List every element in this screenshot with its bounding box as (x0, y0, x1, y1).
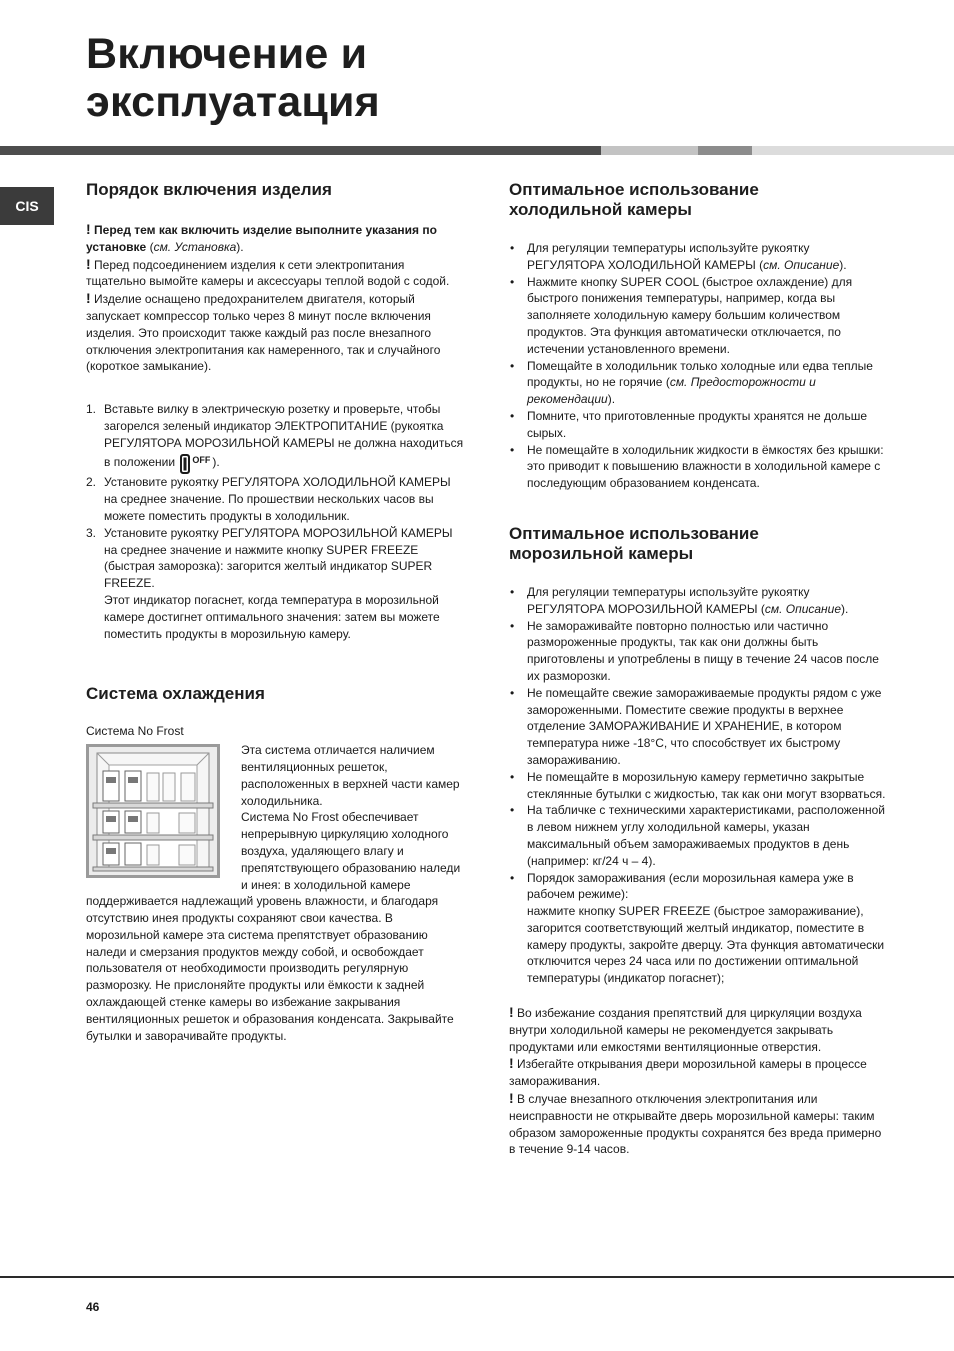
page-number: 46 (86, 1300, 100, 1314)
subtitle-no-frost: Система No Frost (86, 724, 184, 739)
warning-install: ! Перед тем как включить изделие выполните указания по установке (см. Установка). (86, 221, 437, 254)
header-rule-light (601, 146, 698, 155)
fridge-interior-icon (89, 747, 217, 875)
warning-door: ! Избегайте открывания двери морозильной камеры в процессе замораживания. (509, 1055, 867, 1089)
warning-vents: ! Во избежание создания препятствий для циркуляции воздуха внутри холодильной камеры не рекомендуется закрывать продуктами или емкостями вентиляционные отверстия. (509, 1004, 862, 1054)
list-item: • Помните, что приготовленные продукты хранятся не дольше сырых. (510, 408, 867, 440)
startup-steps (86, 401, 466, 642)
list-item: 1. Вставьте вилку в электрическую розетку и проверьте, чтобы загорелся зеленый индикатор ЭЛЕКТРОПИТАНИЕ (рукоятка РЕГУЛЯТОРА МОРОЗИЛЬНОЙ КАМЕРЫ не должна находиться в положении $^{OFF}$ ). (86, 401, 466, 474)
exclamation-icon: ! (509, 1055, 514, 1072)
warning-power-outage: ! В случае внезапного отключения электропитания или неисправности не открывайте дверь морозильной камеры: таким образом замороженные продукты сохранятся без вреда примерно в течение 9-14 часов. (509, 1090, 882, 1157)
list-item: • Не помещайте свежие замораживаемые продукты рядом с уже замороженными. Поместите свежие продукты в верхнее отделение ЗАМОРАЖИВАНИЕ И ХРАНЕНИЕ, в котором температура ниже -18°С, что способствует их быстрому замораживанию. (510, 685, 882, 767)
list-item: • Не замораживайте повторно полностью или частично размороженные продукты, так как они должны быть приготовлены и употреблены в пищу в течение 24 часов после их разморозки. (510, 618, 879, 683)
header-rule-mid (698, 146, 752, 155)
left-column (86, 180, 466, 1044)
exclamation-icon: ! (86, 290, 91, 307)
list-item: • Помещайте в холодильник только холодные или едва теплые продукты, но не горячие (см. Предосторожности и рекомендации). (510, 358, 873, 407)
list-item: 2. Установите рукоятку РЕГУЛЯТОРА ХОЛОДИЛЬНОЙ КАМЕРЫ на среднее значение. По прошествии нескольких часов вы можете поместить продукты в холодильник. (86, 475, 451, 523)
list-item: • Не помещайте в морозильную камеру герметично закрытые стеклянные бутылки с жидкостью, так как они могут взорваться. (510, 769, 886, 801)
freezer-tips-list (509, 584, 889, 987)
exclamation-icon: ! (509, 1004, 514, 1021)
section-heading-cooling: Система охлаждения (86, 684, 265, 704)
right-column (509, 180, 889, 1158)
list-item: • Для регуляции температуры используйте рукоятку РЕГУЛЯТОРА МОРОЗИЛЬНОЙ КАМЕРЫ (см. Описание). (510, 584, 849, 616)
warning-wash: ! Перед подсоединением изделия к сети электропитания тщательно вымойте камеры и аксессуары теплой водой с содой. (86, 255, 450, 289)
list-item: • Не помещайте в холодильник жидкости в ёмкостях без крышки: это приводит к повышению влажности в холодильной камере с последующим образованием конденсата. (510, 442, 884, 491)
exclamation-icon: ! (509, 1090, 514, 1107)
paragraph-no-frost-1: Эта система отличается наличием вентиляционных решеток, расположенных в верхней части камер холодильника. (241, 743, 460, 808)
exclamation-icon: ! (86, 255, 91, 272)
off-position-icon: OFF (180, 452, 210, 475)
language-tab: CIS (0, 187, 54, 225)
list-item: • Нажмите кнопку SUPER COOL (быстрое охлаждение) для быстрого понижения температуры, например, когда вы заполняете холодильную камеру большим количеством продуктов. Эта функция автоматически отключается, по истечении установленного времени. (510, 274, 853, 356)
fridge-shelves-illustration (86, 744, 220, 878)
page-title (86, 30, 380, 126)
exclamation-icon: ! (86, 221, 91, 237)
section-heading-freezer-use: Оптимальное использование морозильной камеры (509, 523, 759, 563)
section-heading-startup: Порядок включения изделия (86, 180, 332, 199)
fridge-tips-list (509, 240, 889, 492)
list-item: • Порядок замораживания (если морозильная камера уже в рабочем режиме): нажмите кнопку SUPER FREEZE (быстрое замораживание), загорится соответствующий желтый индикатор, поместите в камеру продукты, закройте дверцу. Эта функция автоматически отключится через 24 часа или по достижении оптимальной температуры (индикатор погаснет); (510, 870, 885, 986)
footer-rule (0, 1276, 954, 1278)
section-heading-fridge-use: Оптимальное использование холодильной камеры (509, 180, 759, 219)
paragraph-no-frost-2: Система No Frost обеспечивает непрерывную циркуляцию холодного воздуха, удаляющего влагу и препятствующего образованию наледи и инея: в холодильной камере поддерживается надлежащий уровень влажности, и благодаря отсутствию инея продукты сохраняют свои качества. В морозильной камере эта система препятствует образованию наледи и смерзания продуктов между собой, и освобождает пользователя от необходимости производить регулярную разморозку. Не прислоняйте продукты или ёмкости к задней охлаждающей стенке камеры во избежание закрывания вентиляционных решеток и образования конденсата. Закрывайте бутылки и заворачивайте продукты. (86, 810, 461, 1043)
header-rule-light-end (752, 146, 954, 155)
warning-compressor: ! Изделие оснащено предохранителем двигателя, который запускает компрессор только через 8 минут после включения изделия. Это происходит также каждый раз после внезапного отключения электропитания как намеренного, так и случайного (короткое замыкание). (86, 290, 441, 374)
header-rule-dark (0, 146, 601, 155)
list-item: 3. Установите рукоятку РЕГУЛЯТОРА МОРОЗИЛЬНОЙ КАМЕРЫ на среднее значение и нажмите кнопку SUPER FREEZE (быстрая заморозка): загорится желтый индикатор SUPER FREEZE. Этот индикатор погаснет, когда температура в морозильной камере достигнет оптимального значения: затем вы можете поместить продукты в морозильную камеру. (86, 525, 453, 641)
list-item: • На табличке с техническими характеристиками, расположенной в левом нижнем углу холодильной камеры, указан максимальный объем замораживаемых продуктов в день (например: кг/24 ч – 4). (510, 803, 885, 868)
page-title-line2: эксплуатация (86, 78, 380, 126)
list-item: • Для регуляции температуры используйте рукоятку РЕГУЛЯТОРА ХОЛОДИЛЬНОЙ КАМЕРЫ (см. Описание). (510, 241, 847, 272)
page-title-line1: Включение и (86, 30, 368, 78)
